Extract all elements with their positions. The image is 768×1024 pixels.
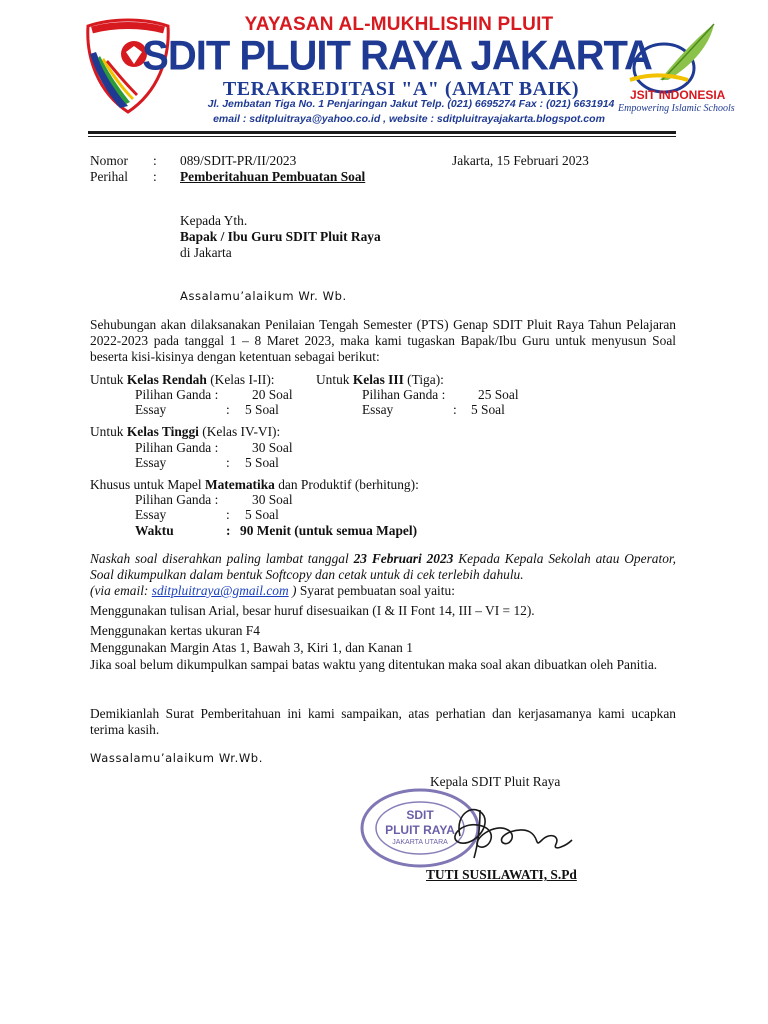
iii-essay-label: Essay: [362, 402, 394, 417]
mat-essay-label: Essay: [135, 507, 167, 522]
untuk-word: Untuk: [90, 372, 124, 387]
accreditation-line: TERAKREDITASI "A" (AMAT BAIK): [222, 78, 580, 100]
iii-pg-label: Pilihan Ganda :: [362, 387, 446, 402]
requirement-item: Menggunakan tulisan Arial, besar huruf disesuaikan (I & II Font 14, III – VI = 12).: [90, 603, 535, 618]
iii-essay-value: 5 Soal: [471, 402, 505, 417]
school-name: SDIT PLUIT RAYA JAKARTA: [142, 32, 652, 80]
letter-date: Jakarta, 15 Februari 2023: [452, 153, 589, 168]
deadline-text-2: Kepada Kepala Sekolah atau Operator, Soal dikumpulkan dalam bentuk Softcopy dan cetak untuk di cek terlebih dahulu.: [90, 551, 676, 582]
nomor-colon: :: [153, 153, 157, 168]
rendah-pg-label: Pilihan Ganda :: [135, 387, 219, 402]
jsit-name: JSIT INDONESIA: [630, 88, 726, 102]
syarat-intro: Syarat pembuatan soal yaitu:: [299, 583, 455, 598]
school-contact: email : sditpluitraya@yahoo.co.id , website : sditpluitrayajakarta.blogspot.com: [213, 113, 605, 125]
tinggi-essay-colon: :: [226, 455, 230, 470]
tinggi-pg-value: 30 Soal: [252, 440, 293, 455]
foundation-name: YAYASAN AL-MUKHLISHIN PLUIT: [244, 14, 554, 35]
requirement-item: Menggunakan Margin Atas 1, Bawah 3, Kiri 1, dan Kanan 1: [90, 640, 413, 655]
matematika-heading: [90, 477, 419, 493]
stamp-line-2: PLUIT RAYA: [385, 823, 455, 837]
handwritten-signature: [444, 796, 584, 862]
mat-pg-label: Pilihan Ganda :: [135, 492, 219, 507]
nomor-value: 089/SDIT-PR/II/2023: [180, 153, 297, 168]
tinggi-range: (Kelas IV-VI):: [202, 424, 281, 439]
deadline-date: 23 Februari 2023: [353, 551, 454, 566]
via-prefix: (via email:: [90, 583, 149, 598]
perihal-label: Perihal: [90, 169, 128, 184]
recipient-line-2: Bapak / Ibu Guru SDIT Pluit Raya: [180, 229, 381, 244]
deadline-paragraph: [90, 551, 676, 599]
late-note: Jika soal belum dikumpulkan sampai batas waktu yang ditentukan maka soal akan dibuatkan oleh Panitia.: [90, 657, 658, 672]
stamp-line-3: JAKARTA UTARA: [392, 839, 448, 846]
nomor-label: Nomor: [90, 153, 128, 168]
waktu-label: Waktu: [135, 523, 174, 538]
tinggi-pg-label: Pilihan Ganda :: [135, 440, 219, 455]
header-rule: [88, 131, 676, 134]
header-rule-thin: [88, 136, 676, 137]
rendah-essay-label: Essay: [135, 402, 167, 417]
waktu-colon: :: [226, 523, 231, 538]
untuk-word: Untuk: [316, 372, 350, 387]
khusus-prefix: Khusus untuk Mapel: [90, 477, 202, 492]
rendah-pg-value: 20 Soal: [252, 387, 293, 402]
rendah-name: Kelas Rendah: [126, 372, 207, 387]
tinggi-heading: [90, 424, 280, 440]
rendah-range: (Kelas I-II):: [210, 372, 275, 387]
submission-email-link[interactable]: sditpluitraya@gmail.com: [151, 583, 289, 598]
deadline-text-1: Naskah soal diserahkan paling lambat tanggal: [90, 551, 349, 566]
signatory-name: TUTI SUSILAWATI, S.Pd: [426, 867, 577, 882]
iii-pg-value: 25 Soal: [478, 387, 519, 402]
intro-paragraph: Sehubungan akan dilaksanakan Penilaian Tengah Semester (PTS) Genap SDIT Pluit Raya Tahun Pelajaran 2022-2023 pada tanggal 1 – 8 Maret 2023, maka kami tugaskan Bapak/Ibu Guru untuk menyusun Soal beserta kisi-kisinya dengan ketentuan sebagai berikut:: [90, 317, 676, 364]
tinggi-essay-label: Essay: [135, 455, 167, 470]
perihal-colon: :: [153, 169, 157, 184]
perihal-value: Pemberitahuan Pembuatan Soal: [180, 169, 366, 184]
mat-essay-colon: :: [226, 507, 230, 522]
school-address: Jl. Jembatan Tiga No. 1 Penjaringan Jakut Telp. (021) 6695274 Fax : (021) 6631914: [207, 98, 615, 110]
requirement-item: Menggunakan kertas ukuran F4: [90, 623, 260, 638]
rendah-essay-value: 5 Soal: [245, 402, 279, 417]
iii-range: (Tiga):: [407, 372, 444, 387]
farewell: Wassalamu’alaikum Wr.Wb.: [90, 751, 263, 765]
rendah-essay-colon: :: [226, 402, 230, 417]
signatory-title: Kepala SDIT Pluit Raya: [430, 774, 561, 789]
greeting: Assalamu’alaikum Wr. Wb.: [180, 289, 347, 303]
tinggi-essay-value: 5 Soal: [245, 455, 279, 470]
tinggi-name: Kelas Tinggi: [126, 424, 199, 439]
khusus-suffix: dan Produktif (berhitung):: [278, 477, 419, 492]
jsit-tagline: Empowering Islamic Schools: [618, 103, 735, 114]
khusus-subject: Matematika: [204, 477, 275, 492]
waktu-value: 90 Menit (untuk semua Mapel): [240, 523, 418, 538]
mat-pg-value: 30 Soal: [252, 492, 293, 507]
recipient-line-1: Kepada Yth.: [180, 213, 248, 228]
iii-name: Kelas III: [352, 372, 404, 387]
recipient-line-3: di Jakarta: [180, 245, 232, 260]
via-suffix: ): [292, 583, 297, 598]
rendah-heading: [90, 372, 275, 388]
untuk-word: Untuk: [90, 424, 124, 439]
iii-essay-colon: :: [453, 402, 457, 417]
mat-essay-value: 5 Soal: [245, 507, 279, 522]
kelas-iii-heading: [316, 372, 444, 388]
stamp-line-1: SDIT: [406, 808, 434, 822]
closing-paragraph: Demikianlah Surat Pemberitahuan ini kami sampaikan, atas perhatian dan kerjasamanya kami ucapkan terima kasih.: [90, 706, 676, 737]
